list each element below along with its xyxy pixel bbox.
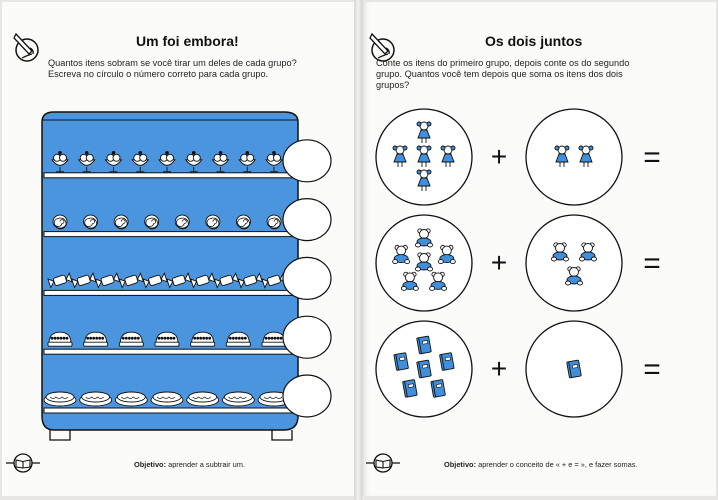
book-item <box>417 336 432 354</box>
objective-label: Objetivo: <box>134 460 167 469</box>
instruction-line: Conte os itens do primeiro grupo, depois conte os do segundo <box>376 58 630 68</box>
book-item <box>431 379 446 397</box>
cake-item <box>80 392 112 406</box>
cake-item <box>151 392 183 406</box>
cabinet-foot <box>272 430 292 440</box>
plus-sign: + <box>490 353 508 384</box>
left-page <box>2 2 355 496</box>
equals-sign: = <box>643 353 661 386</box>
cake-item <box>187 392 219 406</box>
plus-sign: + <box>490 141 508 172</box>
book-item <box>394 353 409 371</box>
right-page <box>362 2 716 496</box>
cake-item <box>222 392 254 406</box>
shelf-board <box>44 290 296 295</box>
objective-label: Objetivo: <box>444 460 477 469</box>
instruction-line: grupo. Quantos você tem depois que soma os itens dos dois <box>376 69 623 79</box>
book-item <box>403 379 418 397</box>
second-group-circle <box>526 215 622 311</box>
book-icon <box>366 452 400 474</box>
shelf-board <box>44 232 296 237</box>
page-title: Um foi embora! <box>136 33 239 49</box>
shelf-board <box>44 349 296 354</box>
shelf-board <box>44 408 296 413</box>
instructions <box>376 58 629 91</box>
second-group-circle <box>526 109 622 205</box>
answer-circle[interactable] <box>283 140 331 182</box>
objective-footer <box>134 460 245 469</box>
food-shelf <box>2 104 342 444</box>
equals-sign: = <box>643 141 661 174</box>
answer-circle[interactable] <box>283 375 331 417</box>
book-item <box>440 353 455 371</box>
book-item <box>567 360 582 378</box>
sum-row-doll <box>376 109 661 205</box>
answer-circle[interactable] <box>283 316 331 358</box>
objective-text: aprender o conceito de « + e = », e fazer somas. <box>476 460 638 469</box>
answer-circle[interactable] <box>283 199 331 241</box>
cake-item <box>115 392 147 406</box>
addition-exercises <box>362 102 716 442</box>
cabinet-foot <box>50 430 70 440</box>
sum-row-book <box>376 321 661 417</box>
answer-circle[interactable] <box>283 257 331 299</box>
instruction-line: Escreva no círculo o número correto para cada grupo. <box>48 69 269 79</box>
equals-sign: = <box>643 247 661 280</box>
instructions <box>48 58 297 80</box>
book-item <box>417 360 432 378</box>
objective-footer <box>444 460 638 469</box>
shelf-row-ice-cream-sundae <box>52 151 282 172</box>
book-spine <box>354 0 362 500</box>
cake-item <box>44 392 76 406</box>
shelf-board <box>44 173 296 178</box>
instruction-line: grupos? <box>376 80 410 90</box>
book-icon <box>6 452 40 474</box>
objective-text: aprender a subtrair um. <box>166 460 245 469</box>
sum-row-teddy-bear <box>376 215 661 311</box>
pencil-hand-icon <box>10 30 50 64</box>
page-title: Os dois juntos <box>485 33 583 49</box>
instruction-line: Quantos itens sobram se você tirar um deles de cada grupo? <box>48 58 297 68</box>
plus-sign: + <box>490 247 508 278</box>
